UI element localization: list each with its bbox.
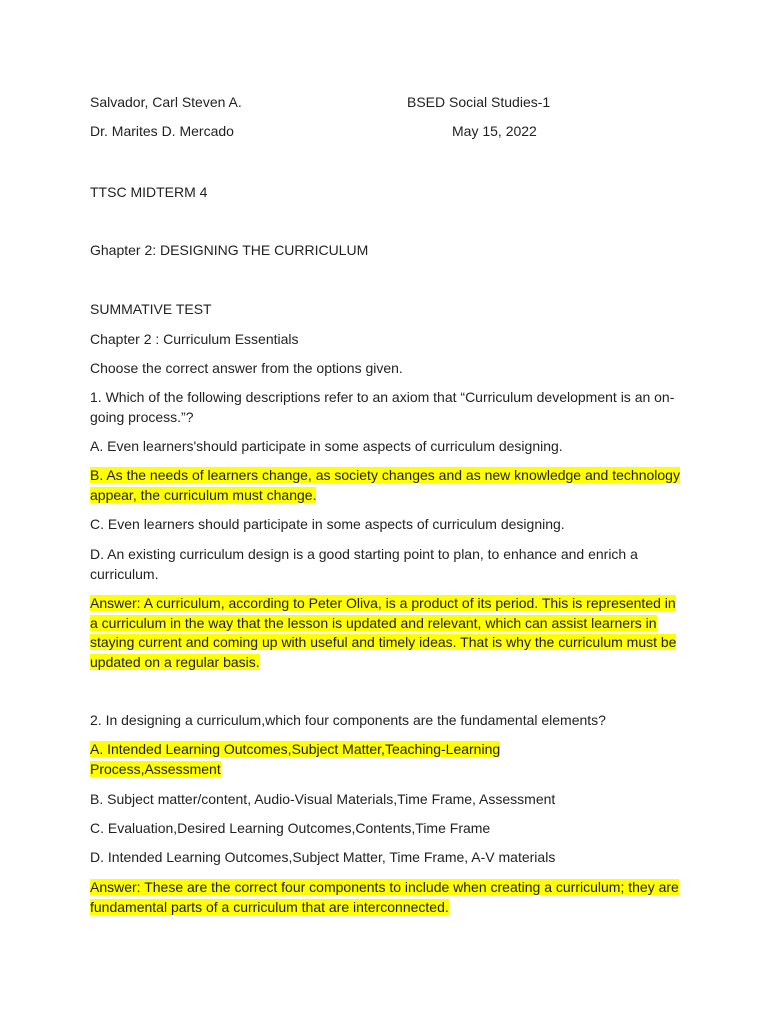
question-1-option-d: D. An existing curriculum design is a good starting point to plan, to enhance and enrich a curriculum. (90, 546, 638, 582)
document-date: May 15, 2022 (452, 123, 537, 139)
question-2-answer-highlight: Answer: These are the correct four components to include when creating a curriculum; they are fundamental parts of a curriculum that are interconnected. (90, 879, 679, 915)
chapter-heading: Ghapter 2: DESIGNING THE CURRICULUM (90, 242, 369, 258)
course-name: BSED Social Studies-1 (407, 94, 551, 110)
question-2-option-a (90, 740, 540, 779)
instructor-name: Dr. Marites D. Mercado (90, 123, 234, 139)
question-1-answer (90, 594, 680, 672)
question-1-option-b (90, 466, 680, 505)
question-2-option-c: C. Evaluation,Desired Learning Outcomes,Contents,Time Frame (90, 820, 491, 836)
instructions: Choose the correct answer from the options given. (90, 360, 403, 376)
test-title: SUMMATIVE TEST (90, 301, 212, 317)
question-2-option-d: D. Intended Learning Outcomes,Subject Matter, Time Frame, A-V materials (90, 849, 556, 865)
question-2-text: 2. In designing a curriculum,which four components are the fundamental elements? (90, 712, 606, 728)
student-name: Salvador, Carl Steven A. (90, 94, 242, 110)
question-1-option-a: A. Even learners'should participate in some aspects of curriculum designing. (90, 438, 563, 454)
question-2-option-a-highlight: A. Intended Learning Outcomes,Subject Matter,Teaching-Learning Process,Assessment (90, 741, 501, 777)
exam-title: TTSC MIDTERM 4 (90, 184, 208, 200)
question-1-option-c: C. Even learners should participate in some aspects of curriculum designing. (90, 516, 565, 532)
question-1-text: 1. Which of the following descriptions refer to an axiom that “Curriculum development is an on-going process.”? (90, 389, 675, 425)
question-2-answer (90, 878, 680, 917)
question-1-answer-highlight: Answer: A curriculum, according to Peter Oliva, is a product of its period. This is represented in a curriculum in the way that the lesson is updated and relevant, which can assist learners in staying current and coming up with useful and timely ideas. That is why the curriculum must be updated on a regular basis. (90, 595, 677, 670)
chapter-subtitle: Chapter 2 : Curriculum Essentials (90, 331, 299, 347)
question-1-option-b-highlight: B. As the needs of learners change, as society changes and as new knowledge and technology appear, the curriculum must change. (90, 467, 680, 503)
question-2-option-b: B. Subject matter/content, Audio-Visual Materials,Time Frame, Assessment (90, 791, 556, 807)
